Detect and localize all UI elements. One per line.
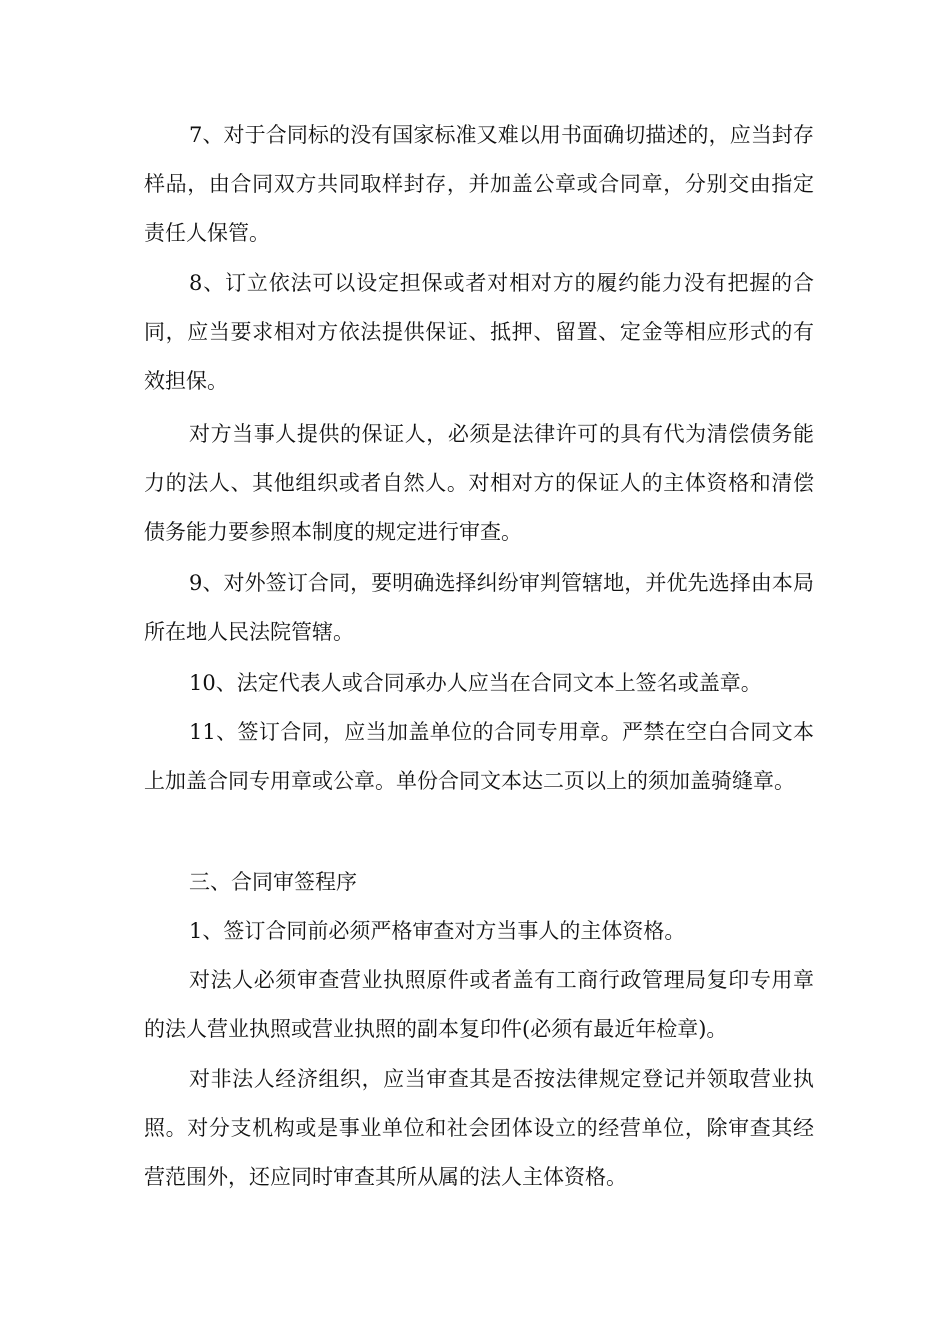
paragraph-legal-person: 对法人必须审查营业执照原件或者盖有工商行政管理局复印专用章的法人营业执照或营业执照的副本复印件(必须有最近年检章)。 <box>144 968 814 1041</box>
paragraph-guarantor: 对方当事人提供的保证人，必须是法律许可的具有代为清偿债务能力的法人、其他组织或者自然人。对相对方的保证人的主体资格和清偿债务能力要参照本制度的规定进行审查。 <box>144 422 814 544</box>
paragraph-item-11: 11、签订合同，应当加盖单位的合同专用章。严禁在空白合同文本上加盖合同专用章或公章。单份合同文本达二页以上的须加盖骑缝章。 <box>144 720 814 793</box>
section-heading: 三、合同审签程序 <box>189 870 357 894</box>
paragraph-item-8: 8、订立依法可以设定担保或者对相对方的履约能力没有把握的合同，应当要求相对方依法提供保证、抵押、留置、定金等相应形式的有效担保。 <box>144 271 814 393</box>
paragraph-review-1: 1、签订合同前必须严格审查对方当事人的主体资格。 <box>189 919 686 943</box>
paragraph-item-10: 10、法定代表人或合同承办人应当在合同文本上签名或盖章。 <box>189 671 762 695</box>
paragraph-non-legal-person: 对非法人经济组织，应当审查其是否按法律规定登记并领取营业执照。对分支机构或是事业单位和社会团体设立的经营单位，除审查其经营范围外，还应同时审查其所从属的法人主体资格。 <box>144 1067 814 1189</box>
paragraph-item-9: 9、对外签订合同，要明确选择纠纷审判管辖地，并优先选择由本局所在地人民法院管辖。 <box>144 571 814 644</box>
paragraph-item-7: 7、对于合同标的没有国家标准又难以用书面确切描述的，应当封存样品，由合同双方共同取样封存，并加盖公章或合同章，分别交由指定责任人保管。 <box>144 123 814 245</box>
